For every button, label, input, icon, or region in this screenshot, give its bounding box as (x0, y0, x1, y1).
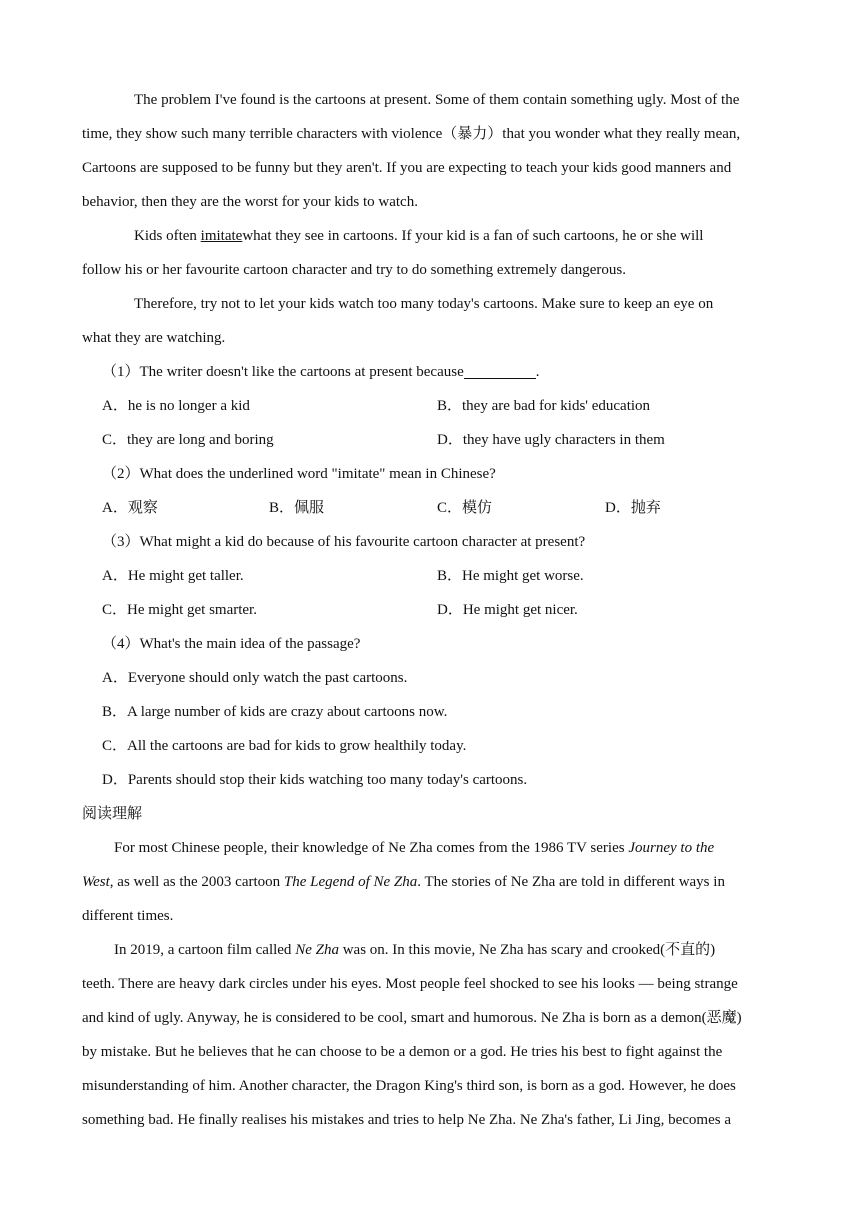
question-3-option-c[interactable]: C．He might get smarter. (102, 602, 257, 618)
title-journey-to-the-west-cont: West (82, 874, 110, 890)
passage2-p2-line2: teeth. There are heavy dark circles under his eyes. Most people feel shocked to see his looks — being strange (82, 976, 738, 992)
question-1-option-d[interactable]: D．they have ugly characters in them (437, 432, 665, 448)
question-1-option-a[interactable]: A．he is no longer a kid (102, 398, 250, 414)
passage2-p2-line6: something bad. He finally realises his mistakes and tries to help Ne Zha. Ne Zha's father, Li Jing, becomes a (82, 1112, 732, 1128)
passage2-p2-text-post: was on. In this movie, Ne Zha has scary and crooked(不直的) (338, 942, 716, 958)
passage2-p2-line5: misunderstanding of him. Another character, the Dragon King's third son, is born as a god. However, he does (82, 1078, 736, 1094)
passage1-p1-line3: Cartoons are supposed to be funny but they aren't. If you are expecting to teach your kids good manners and (82, 160, 732, 176)
question-1-options-row2 (82, 423, 782, 457)
passage2-p1-line3: different times. (82, 908, 174, 924)
passage2-p1-text-mid: , as well as the 2003 cartoon (109, 874, 284, 890)
question-2-option-b[interactable]: B．佩服 (269, 500, 325, 516)
passage1-p2-pre: Kids often (134, 228, 201, 244)
passage1-p2-line2: follow his or her favourite cartoon character and try to do something extremely dangerous. (82, 262, 626, 278)
answer-blank (464, 360, 536, 379)
passage2-p1-line1 (82, 831, 782, 865)
title-legend-of-ne-zha: The Legend of Ne Zha (283, 874, 418, 890)
underlined-word-imitate: imitate (200, 228, 243, 244)
question-3-option-d[interactable]: D．He might get nicer. (437, 602, 578, 618)
passage1-p1-line4: behavior, then they are the worst for your kids to watch. (82, 194, 418, 210)
question-1 (82, 355, 782, 457)
passage2-p2-line4: by mistake. But he believes that he can choose to be a demon or a god. He tries his best to fight against the (82, 1044, 723, 1060)
question-1-stem (82, 355, 782, 389)
question-4-option-b[interactable]: B．A large number of kids are crazy about cartoons now. (102, 704, 448, 720)
passage1-p2-line1 (82, 219, 782, 253)
question-3-option-b[interactable]: B．He might get worse. (437, 568, 584, 584)
passage1-p3-line1: Therefore, try not to let your kids watch too many today's cartoons. Make sure to keep an eye on (134, 296, 714, 312)
question-1-options-row1 (82, 389, 782, 423)
question-4-stem: （4）What's the main idea of the passage? (102, 636, 361, 652)
passage-2 (82, 831, 782, 1137)
question-2-option-a[interactable]: A．观察 (102, 500, 158, 516)
question-4 (82, 627, 782, 797)
question-2-options-row (82, 491, 782, 525)
passage2-p2-line1 (82, 933, 782, 967)
question-1-option-c[interactable]: C．they are long and boring (102, 432, 274, 448)
passage1-p3-line2: what they are watching. (82, 330, 226, 346)
question-2 (82, 457, 782, 525)
question-2-option-c[interactable]: C．模仿 (437, 500, 493, 516)
passage1-p2-post: what they see in cartoons. If your kid is a fan of such cartoons, he or she will (242, 228, 704, 244)
passage1-p1-line2: time, they show such many terrible characters with violence（暴力）that you wonder what they really mean, (82, 126, 741, 142)
question-3 (82, 525, 782, 627)
passage2-p1-text-post: . The stories of Ne Zha are told in different ways in (417, 874, 725, 890)
question-4-option-c[interactable]: C．All the cartoons are bad for kids to grow healthily today. (102, 738, 467, 754)
question-4-option-d[interactable]: D．Parents should stop their kids watching too many today's cartoons. (102, 772, 528, 788)
question-2-stem: （2）What does the underlined word "imitate" mean in Chinese? (102, 466, 496, 482)
passage1-p1-line1: The problem I've found is the cartoons at present. Some of them contain something ugly. Most of the (134, 92, 740, 108)
question-1-stem-text: （1）The writer doesn't like the cartoons at present because (102, 364, 464, 380)
question-3-options-row2 (82, 593, 782, 627)
question-1-option-b[interactable]: B．they are bad for kids' education (437, 398, 651, 414)
document-content (82, 83, 782, 1137)
question-3-stem: （3）What might a kid do because of his favourite cartoon character at present? (102, 534, 586, 550)
question-2-option-d[interactable]: D．抛弃 (605, 500, 661, 516)
passage2-p1-text: For most Chinese people, their knowledge of Ne Zha comes from the 1986 TV series (114, 840, 629, 856)
question-3-option-a[interactable]: A．He might get taller. (102, 568, 244, 584)
question-4-option-a[interactable]: A．Everyone should only watch the past cartoons. (102, 670, 408, 686)
question-1-stem-end: . (535, 364, 540, 380)
passage2-p2-line3: and kind of ugly. Anyway, he is considered to be cool, smart and humorous. Ne Zha is born as a demon(恶魔) (82, 1010, 742, 1026)
title-ne-zha: Ne Zha (295, 942, 339, 958)
passage-1 (82, 83, 782, 355)
title-journey-to-the-west: Journey to the (628, 840, 715, 856)
section-title: 阅读理解 (82, 806, 143, 822)
passage2-p2-text-pre: In 2019, a cartoon film called (114, 942, 296, 958)
passage2-p1-line2 (82, 865, 782, 899)
question-3-options-row1 (82, 559, 782, 593)
